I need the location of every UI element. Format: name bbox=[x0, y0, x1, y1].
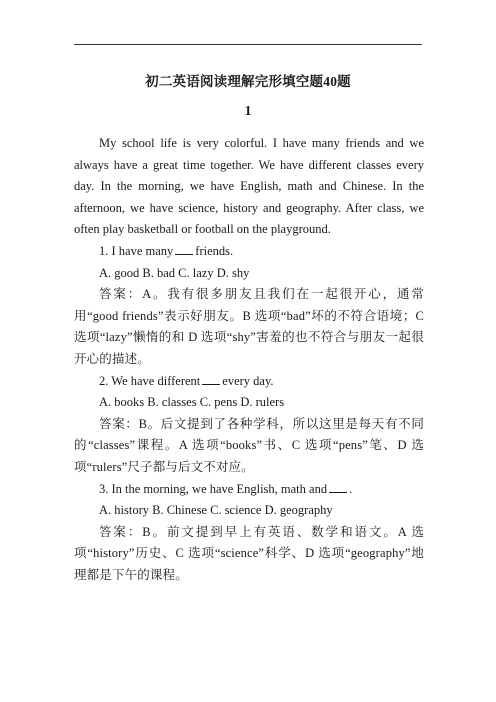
document-body bbox=[74, 133, 424, 586]
answer-explanation: 答案：B。前文提到早上有英语、数学和语文。A 选项“history”历史、C 选项“science”科学、D 选项“geography”地理都是下午的课程。 bbox=[74, 524, 424, 582]
header-rule bbox=[74, 44, 422, 45]
answer-explanation: 答案：A。我有很多朋友且我们在一起很开心，通常用“good friends”表示好朋友。B 选项“bad”坏的不符合语境；C 选项“lazy”懒惰的和 D 选项“shy”害羞的也不符合与朋友一起很开心的描述。 bbox=[74, 287, 424, 366]
question-text: 2. We have different bbox=[99, 373, 201, 388]
question-options: A. history B. Chinese C. science D. geography bbox=[99, 503, 333, 518]
question-text-end: friends. bbox=[195, 243, 234, 258]
question-stem bbox=[74, 371, 424, 393]
question-text-end: every day. bbox=[222, 373, 274, 388]
question-options: A. books B. classes C. pens D. rulers bbox=[99, 395, 285, 410]
answer-blank bbox=[175, 243, 193, 255]
answer-explanation: 答案：B。后文提到了各种学科，所以这里是每天有不同的“classes”课程。A 选项“books”书、C 选项“pens”笔、D 选项“rulers”尺子都与后文不对应。 bbox=[74, 416, 424, 474]
question-options: A. good B. bad C. lazy D. shy bbox=[99, 265, 250, 280]
answer-blank bbox=[329, 481, 347, 493]
question-text-end: . bbox=[349, 481, 353, 496]
reading-passage: My school life is very colorful. I have many friends and we always have a great time together. We have different classes every day. In the morning, we have English, math and Chinese. In the afternoon, we have science, history and geography. After class, we often play basketball or football on the playground. bbox=[74, 136, 424, 237]
document-title: 初二英语阅读理解完形填空题40题 bbox=[145, 74, 351, 89]
question-stem bbox=[74, 241, 424, 263]
section-number: 1 bbox=[244, 104, 252, 119]
question-text: 3. In the morning, we have English, math and bbox=[99, 481, 328, 496]
question-text: 1. I have many bbox=[99, 243, 174, 258]
answer-blank bbox=[202, 373, 220, 385]
question-stem bbox=[74, 479, 424, 501]
